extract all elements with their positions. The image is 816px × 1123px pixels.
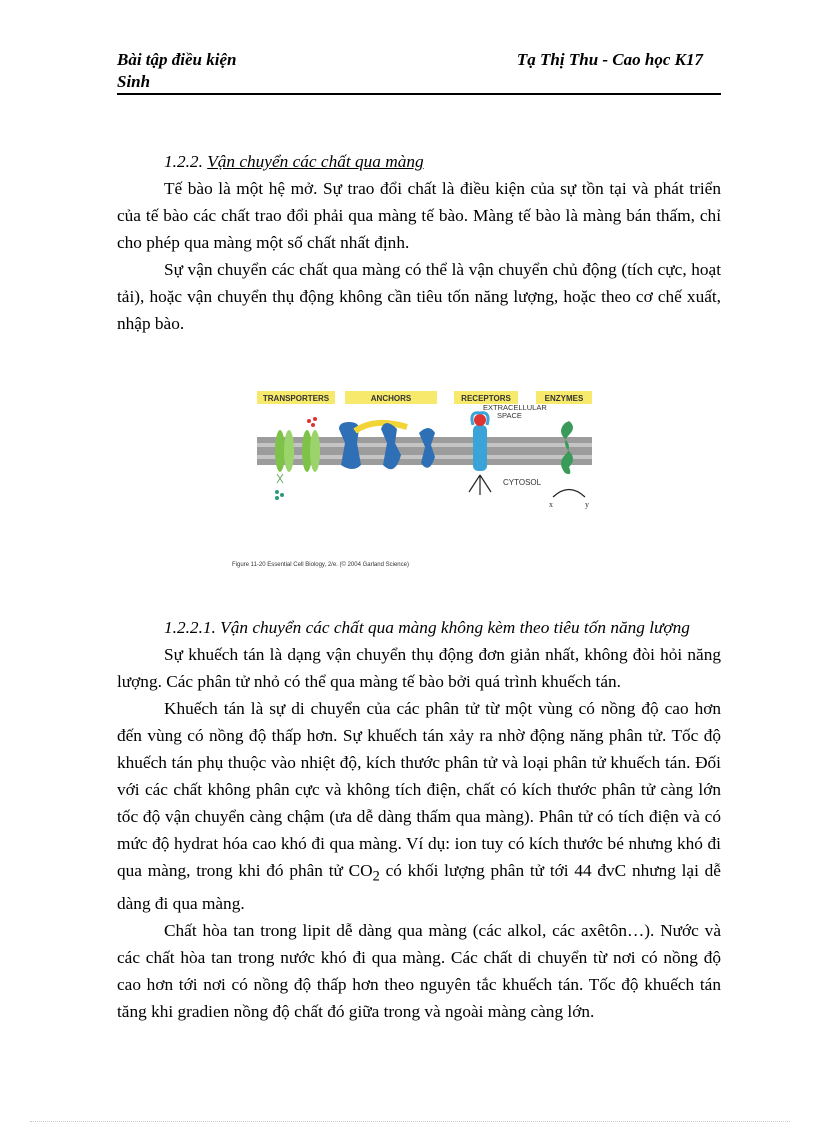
transporter-protein bbox=[275, 430, 285, 472]
page-header bbox=[117, 49, 721, 95]
subsection-heading: 1.2.2.1. Vận chuyển các chất qua màng không kèm theo tiêu tốn năng lượng bbox=[164, 618, 690, 637]
header-right: Tạ Thị Thu - Cao học K17 bbox=[516, 50, 703, 69]
co2-formula: $CO_2$ bbox=[348, 861, 380, 885]
membrane-protein-figure bbox=[117, 337, 721, 592]
header-left bbox=[117, 49, 236, 93]
extracellular-label: EXTRACELLULAR SPACE bbox=[483, 403, 547, 420]
enzyme-x-label: x bbox=[549, 500, 553, 509]
paragraph-5: Chất hòa tan trong lipit dễ dàng qua màng (các alkol, các axêtôn…). Nước và các chất hòa tan trong nước khó đi qua màng. Các chất di chuyển từ nơi có nồng độ cao hơn tới nơi có nồng độ thấp hơn theo nguyên tắc khuếch tán. Tốc độ khuếch tán tăng khi gradien nồng độ chất đó giữa trong và ngoài màng càng lớn. bbox=[117, 921, 721, 1022]
footer-divider bbox=[30, 1121, 790, 1122]
label-enzymes: ENZYMES bbox=[544, 394, 584, 403]
label-transporters: TRANSPORTERS bbox=[262, 394, 330, 403]
paragraph-2: Sự vận chuyển các chất qua màng có thể là vận chuyển chủ động (tích cực, hoạt tải), hoặc vận chuyển thụ động không cần tiêu tốn năng lượng, hoặc theo cơ chế xuất, nhập bào. bbox=[117, 260, 721, 333]
paragraph-4 bbox=[117, 695, 721, 917]
membrane-diagram bbox=[117, 337, 721, 577]
header-left-line2: Sinh bbox=[117, 72, 151, 91]
paragraph-1: Tế bào là một hệ mở. Sự trao đổi chất là điều kiện của sự tồn tại và phát triển của tế bào các chất trao đổi phải qua màng tế bào. Màng tế bào là màng bán thấm, chỉ cho phép qua màng một số chất nhất định. bbox=[117, 179, 721, 252]
section-title: Vận chuyển các chất qua màng bbox=[207, 152, 424, 171]
paragraph-3: Sự khuếch tán là dạng vận chuyển thụ động đơn giản nhất, không đòi hỏi năng lượng. Các phân tử nhỏ có thể qua màng tế bào bởi quá trình khuếch tán. bbox=[117, 645, 721, 691]
figure-caption: Figure 11-20 Essential Cell Biology, 2/e. (© 2004 Garland Science) bbox=[232, 562, 409, 568]
page-content bbox=[117, 148, 721, 1025]
enzyme-y-label: y bbox=[585, 500, 589, 509]
cytosol-label: CYTOSOL bbox=[503, 478, 542, 487]
header-left-line1: Bài tập điều kiện bbox=[117, 50, 237, 69]
receptor-protein bbox=[473, 425, 487, 471]
paragraph-4-end: có khối lượng phân tử tới 44 đvC nhưng lại dễ dàng đi qua màng. bbox=[117, 861, 721, 914]
label-anchors: ANCHORS bbox=[370, 394, 412, 403]
label-receptors: RECEPTORS bbox=[461, 394, 511, 403]
section-heading bbox=[117, 148, 721, 175]
section-number: 1.2.2. bbox=[164, 152, 208, 171]
paragraph-4-body: Khuếch tán là sự di chuyển của các phân tử từ một vùng có nồng độ cao hơn đến vùng có nồng độ thấp hơn. Sự khuếch tán xảy ra nhờ động năng phân tử. Tốc độ khuếch tán phụ thuộc vào nhiệt độ, kích thước phân tử và loại phân tử khuếch tán. Đối với các chất không phân cực và không tích điện, chất có kích thước phân tử càng lớn tốc độ vận chuyển càng chậm (ưa dễ dàng thấm qua màng). Phân tử có tích điện và có mức độ hydrat hóa cao khó đi qua màng. Ví dụ: ion tuy có kích thước bé nhưng khó đi qua màng, trong khi đó phân tử bbox=[117, 699, 721, 880]
